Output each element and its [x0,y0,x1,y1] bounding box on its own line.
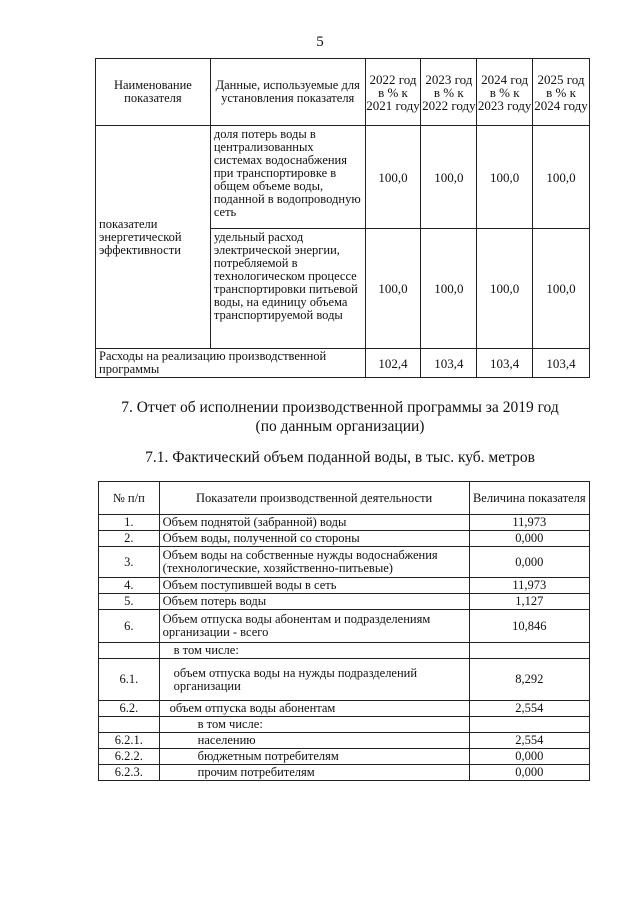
row-num: 6. [99,610,160,643]
section-title-line2: (по данным организации) [255,418,425,435]
row-value: 1,127 [469,594,589,610]
row-num: 6.2. [99,701,160,717]
cell-value: 100,0 [421,126,477,229]
row-data-used: доля потерь воды в централизованных системах водоснабжения при транспортировке в общем объеме воды, поданной в водопроводную сеть [210,126,365,229]
table-row [99,701,590,717]
header-year-2022: 2022 год в % к 2021 году [365,59,421,126]
row-value: 8,292 [469,659,589,701]
table-row [99,733,590,749]
cell-value: 103,4 [477,349,533,378]
row-num: 3. [99,547,160,578]
cell-value: 103,4 [533,349,590,378]
row-label: Объем отпуска воды абонентам и подразделениям организации - всего [159,610,469,643]
row-value [469,717,589,733]
row-label: Объем потерь воды [159,594,469,610]
row-num: 1. [99,515,160,531]
page-number: 5 [316,34,324,50]
section-title-line1: 7. Отчет об исполнении производственной программы за 2019 год [121,399,559,416]
row-num: 6.2.2. [99,749,160,765]
row-num: 5. [99,594,160,610]
row-value: 2,554 [469,733,589,749]
efficiency-indicators-table [95,58,590,378]
row-num: 6.1. [99,659,160,701]
cell-value: 100,0 [421,229,477,349]
table-row [99,659,590,701]
water-volume-table [98,481,590,781]
header-indicator: Показатели производственной деятельности [159,482,469,515]
row-value: 0,000 [469,765,589,781]
row-label: Объем поднятой (забранной) воды [159,515,469,531]
row-value: 0,000 [469,531,589,547]
row-label: Объем воды, полученной со стороны [159,531,469,547]
cell-value: 100,0 [533,126,590,229]
group-label: показатели энергетической эффективности [96,126,211,349]
row-label: Объем воды на собственные нужды водоснабжения (технологические, хозяйственно-питьевые) [159,547,469,578]
row-label: объем отпуска воды абонентам [159,701,469,717]
table-row [99,594,590,610]
table-row [99,717,590,733]
row-num: 6.2.1. [99,733,160,749]
expense-row-label: Расходы на реализацию производственной программы [96,349,366,378]
row-label: в том числе: [159,643,469,659]
row-num: 4. [99,578,160,594]
header-num: № п/п [99,482,160,515]
header-year-2025: 2025 год в % к 2024 году [533,59,590,126]
row-num: 2. [99,531,160,547]
row-label: бюджетным потребителям [159,749,469,765]
header-indicator-name: Наименование показателя [96,59,211,126]
row-value: 0,000 [469,547,589,578]
cell-value: 102,4 [365,349,421,378]
table-row [99,610,590,643]
row-label: населению [159,733,469,749]
row-value: 10,846 [469,610,589,643]
table-row [99,578,590,594]
table-row [99,749,590,765]
cell-value: 100,0 [365,126,421,229]
row-label: Объем поступившей воды в сеть [159,578,469,594]
cell-value: 100,0 [365,229,421,349]
row-label: объем отпуска воды на нужды подразделений организации [159,659,469,701]
header-data-used: Данные, используемые для установления показателя [210,59,365,126]
cell-value: 100,0 [533,229,590,349]
row-num [99,717,160,733]
header-value: Величина показателя [469,482,589,515]
section-title [0,398,640,436]
header-year-2023: 2023 год в % к 2022 году [421,59,477,126]
header-year-2024: 2024 год в % к 2023 году [477,59,533,126]
row-value: 2,554 [469,701,589,717]
row-label: прочим потребителям [159,765,469,781]
table-row [99,531,590,547]
row-value: 0,000 [469,749,589,765]
row-value [469,643,589,659]
table-row [99,547,590,578]
row-num [99,643,160,659]
cell-value: 103,4 [421,349,477,378]
row-data-used: удельный расход электрической энергии, потребляемой в технологическом процессе транспортировки питьевой воды, на единицу объема транспортируемой воды [210,229,365,349]
row-label: в том числе: [159,717,469,733]
table-row [99,765,590,781]
table-row [99,515,590,531]
table-row [99,643,590,659]
row-num: 6.2.3. [99,765,160,781]
row-value: 11,973 [469,578,589,594]
row-value: 11,973 [469,515,589,531]
cell-value: 100,0 [477,229,533,349]
cell-value: 100,0 [477,126,533,229]
subsection-title: 7.1. Фактический объем поданной воды, в тыс. куб. метров [145,449,535,466]
